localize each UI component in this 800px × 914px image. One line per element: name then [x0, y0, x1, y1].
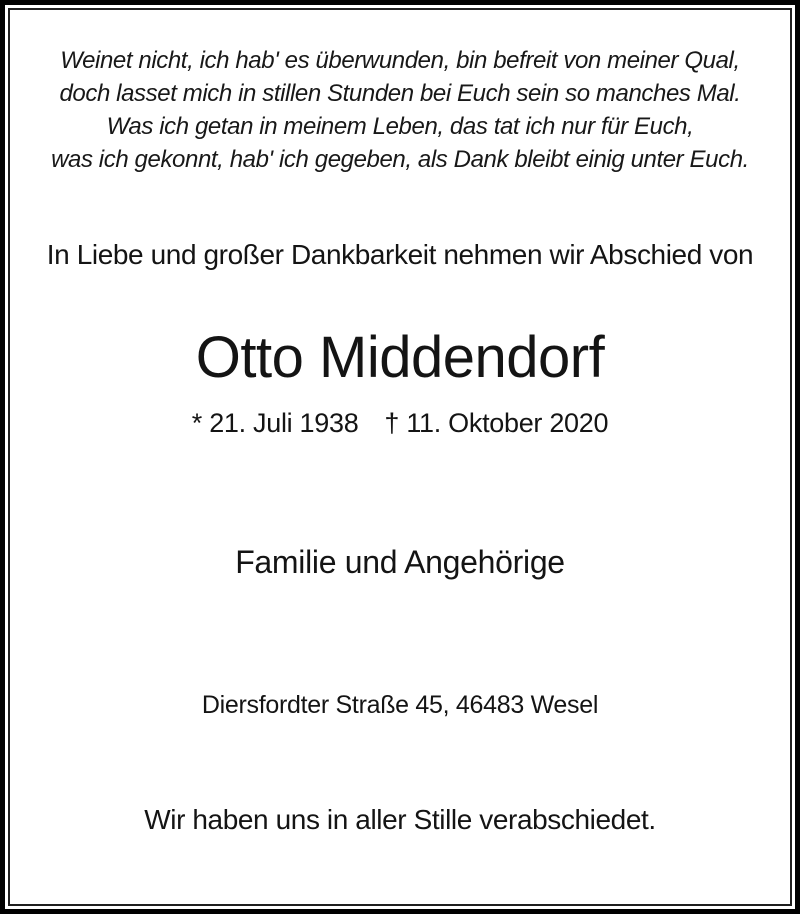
poem-line: doch lasset mich in stillen Stunden bei Euch sein so manches Mal.	[59, 80, 741, 107]
address-line: Diersfordter Straße 45, 46483 Wesel	[201, 691, 599, 719]
poem-line: Weinet nicht, ich hab' es überwunden, bin befreit von meiner Qual,	[60, 47, 740, 74]
intro-line: In Liebe und großer Dankbarkeit nehmen wir Abschied von	[46, 239, 754, 270]
deceased-name: Otto Middendorf	[195, 325, 605, 390]
memorial-poem	[10, 44, 790, 176]
birth-date: * 21. Juli 1938	[191, 408, 359, 438]
death-date: † 11. Oktober 2020	[384, 408, 609, 438]
obituary-inner-frame	[8, 8, 792, 906]
poem-line: Was ich getan in meinem Leben, das tat ich nur für Euch,	[106, 113, 694, 140]
life-dates	[10, 405, 790, 441]
poem-line: was ich gekonnt, hab' ich gegeben, als Dank bleibt einig unter Euch.	[51, 146, 749, 173]
closing-line: Wir haben uns in aller Stille verabschiedet.	[144, 804, 656, 835]
mourners-line: Familie und Angehörige	[235, 544, 565, 580]
